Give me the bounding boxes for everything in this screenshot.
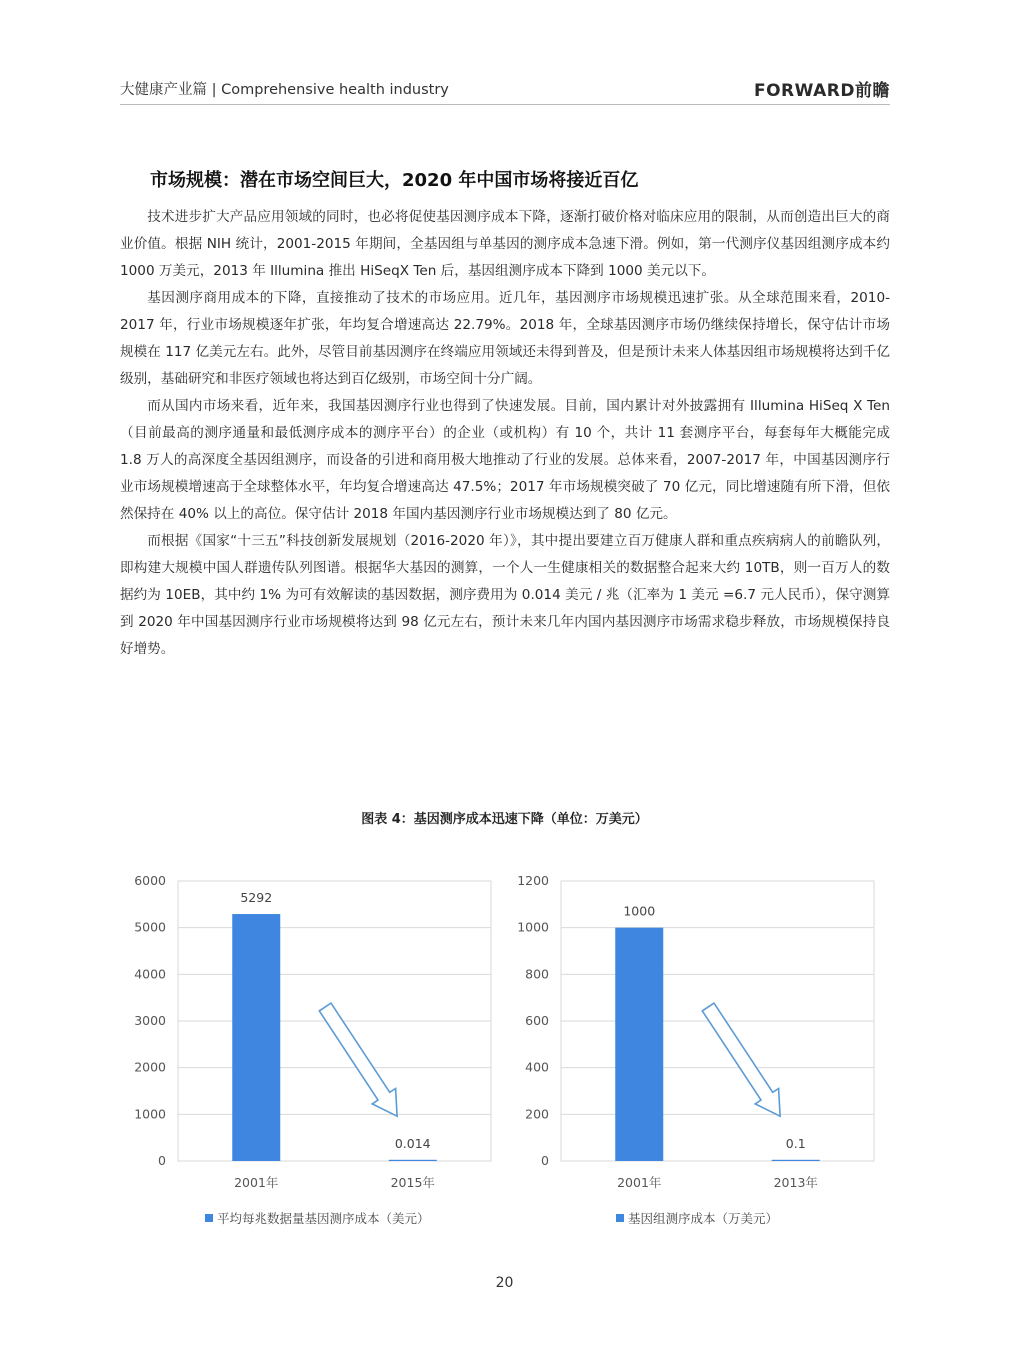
legend-swatch <box>205 1214 213 1222</box>
y-tick-label: 0 <box>158 1153 166 1168</box>
figure-caption: 图表 4：基因测序成本迅速下降（单位：万美元） <box>361 812 648 827</box>
page-number: 20 <box>495 1275 514 1291</box>
x-tick-label: 2001年 <box>234 1175 279 1190</box>
section-title: 市场规模：潜在市场空间巨大，2020 年中国市场将接近百亿 <box>150 170 639 191</box>
forward-logo: FORWARD前瞻 <box>753 81 890 101</box>
bar <box>772 1160 820 1161</box>
paragraph: 而从国内市场来看，近年来，我国基因测序行业也得到了快速发展。目前，国内累计对外披露拥有 Illumina HiSeq X Ten（目前最高的测序通量和最低测序成本的测序平台）的企业（或机构）有 10 个，共计 11 套测序平台，每套每年大概能完成 1.8 万人的高深度全基因组测序，而设备的引进和商用极大地推动了行业的发展。总体来看，2007-2017 年，中国基因测序行业市场规模增速高于全球整体水平，年均复合增速高达 47.5%；2017 年市场规模突破了 70 亿元，同比增速随有所下滑，但依然保持在 40% 以上的高位。保守估计 2018 年国内基因测序行业市场规模达到了 80 亿元。 <box>120 398 890 522</box>
legend-label: 基因组测序成本（万美元） <box>628 1211 779 1226</box>
y-tick-label: 6000 <box>134 873 166 888</box>
y-tick-label: 5000 <box>134 919 166 935</box>
data-label: 5292 <box>240 890 273 906</box>
y-tick-label: 3000 <box>134 1013 166 1028</box>
paragraph: 基因测序商用成本的下降，直接推动了技术的市场应用。近几年，基因测序市场规模迅速扩张。从全球范围来看，2010-2017 年，行业市场规模逐年扩张，年均复合增速高达 22.79%。2018 年，全球基因测序市场仍继续保持增长，保守估计市场规模在 117 亿美元左右。此外，尽管目前基因测序在终端应用领域还未得到普及，但是预计未来人体基因组市场规模将达到千亿级别，基础研究和非医疗领域也将达到百亿级别，市场空间十分广阔。 <box>120 290 890 387</box>
left-chart-svg <box>115 868 515 1238</box>
bar <box>389 1160 437 1161</box>
legend-swatch <box>616 1214 624 1222</box>
header-title: 大健康产业篇 | Comprehensive health industry <box>120 82 449 98</box>
right-chart-svg <box>498 868 898 1238</box>
y-tick-label: 2000 <box>134 1059 166 1075</box>
data-label: 1000 <box>623 903 656 919</box>
y-tick-label: 1000 <box>517 919 549 935</box>
data-label: 0.1 <box>785 1135 806 1151</box>
paragraph: 而根据《国家“十三五”科技创新发展规划（2016-2020 年）》，其中提出要建立百万健康人群和重点疾病病人的前瞻队列，即构建大规模中国人群遗传队列图谱。根据华大基因的测算，一个人一生健康相关的数据整合起来大约 10TB，则一百万人的数据约为 10EB，其中约 1% 为可有效解读的基因数据，测序费用为 0.014 美元 / 兆（汇率为 1 美元 =6.7 元人民币），保守测算到 2020 年中国基因测序行业市场规模将达到 98 亿元左右，预计未来几年内国内基因测序市场需求稳步释放，市场规模保持良好增势。 <box>120 533 890 657</box>
y-tick-label: 4000 <box>134 966 166 982</box>
y-tick-label: 600 <box>525 1013 549 1028</box>
y-tick-label: 1200 <box>517 873 549 888</box>
left-bar-chart <box>115 868 515 1238</box>
y-tick-label: 800 <box>525 966 549 982</box>
y-tick-label: 0 <box>541 1153 549 1168</box>
y-tick-label: 400 <box>525 1059 549 1075</box>
bar <box>232 914 280 1161</box>
data-label: 0.014 <box>394 1135 431 1151</box>
bar <box>615 928 663 1161</box>
down-arrow-icon <box>702 1003 780 1116</box>
y-tick-label: 1000 <box>134 1106 166 1122</box>
paragraph: 技术进步扩大产品应用领域的同时，也必将促使基因测序成本下降，逐渐打破价格对临床应用的限制，从而创造出巨大的商业价值。根据 NIH 统计，2001-2015 年期间，全基因组与单基因的测序成本急速下滑。例如，第一代测序仪基因组测序成本约 1000 万美元，2013 年 Illumina 推出 HiSeqX Ten 后，基因组测序成本下降到 1000 美元以下。 <box>120 209 890 279</box>
x-tick-label: 2013年 <box>773 1175 818 1190</box>
page-header <box>120 76 890 100</box>
x-tick-label: 2015年 <box>390 1175 435 1190</box>
down-arrow-icon <box>319 1003 397 1116</box>
legend-label: 平均每兆数据量基因测序成本（美元） <box>217 1211 430 1226</box>
right-bar-chart <box>498 868 898 1238</box>
header-divider <box>120 104 890 105</box>
x-tick-label: 2001年 <box>617 1175 662 1190</box>
y-tick-label: 200 <box>525 1106 549 1122</box>
body-text <box>120 204 890 663</box>
